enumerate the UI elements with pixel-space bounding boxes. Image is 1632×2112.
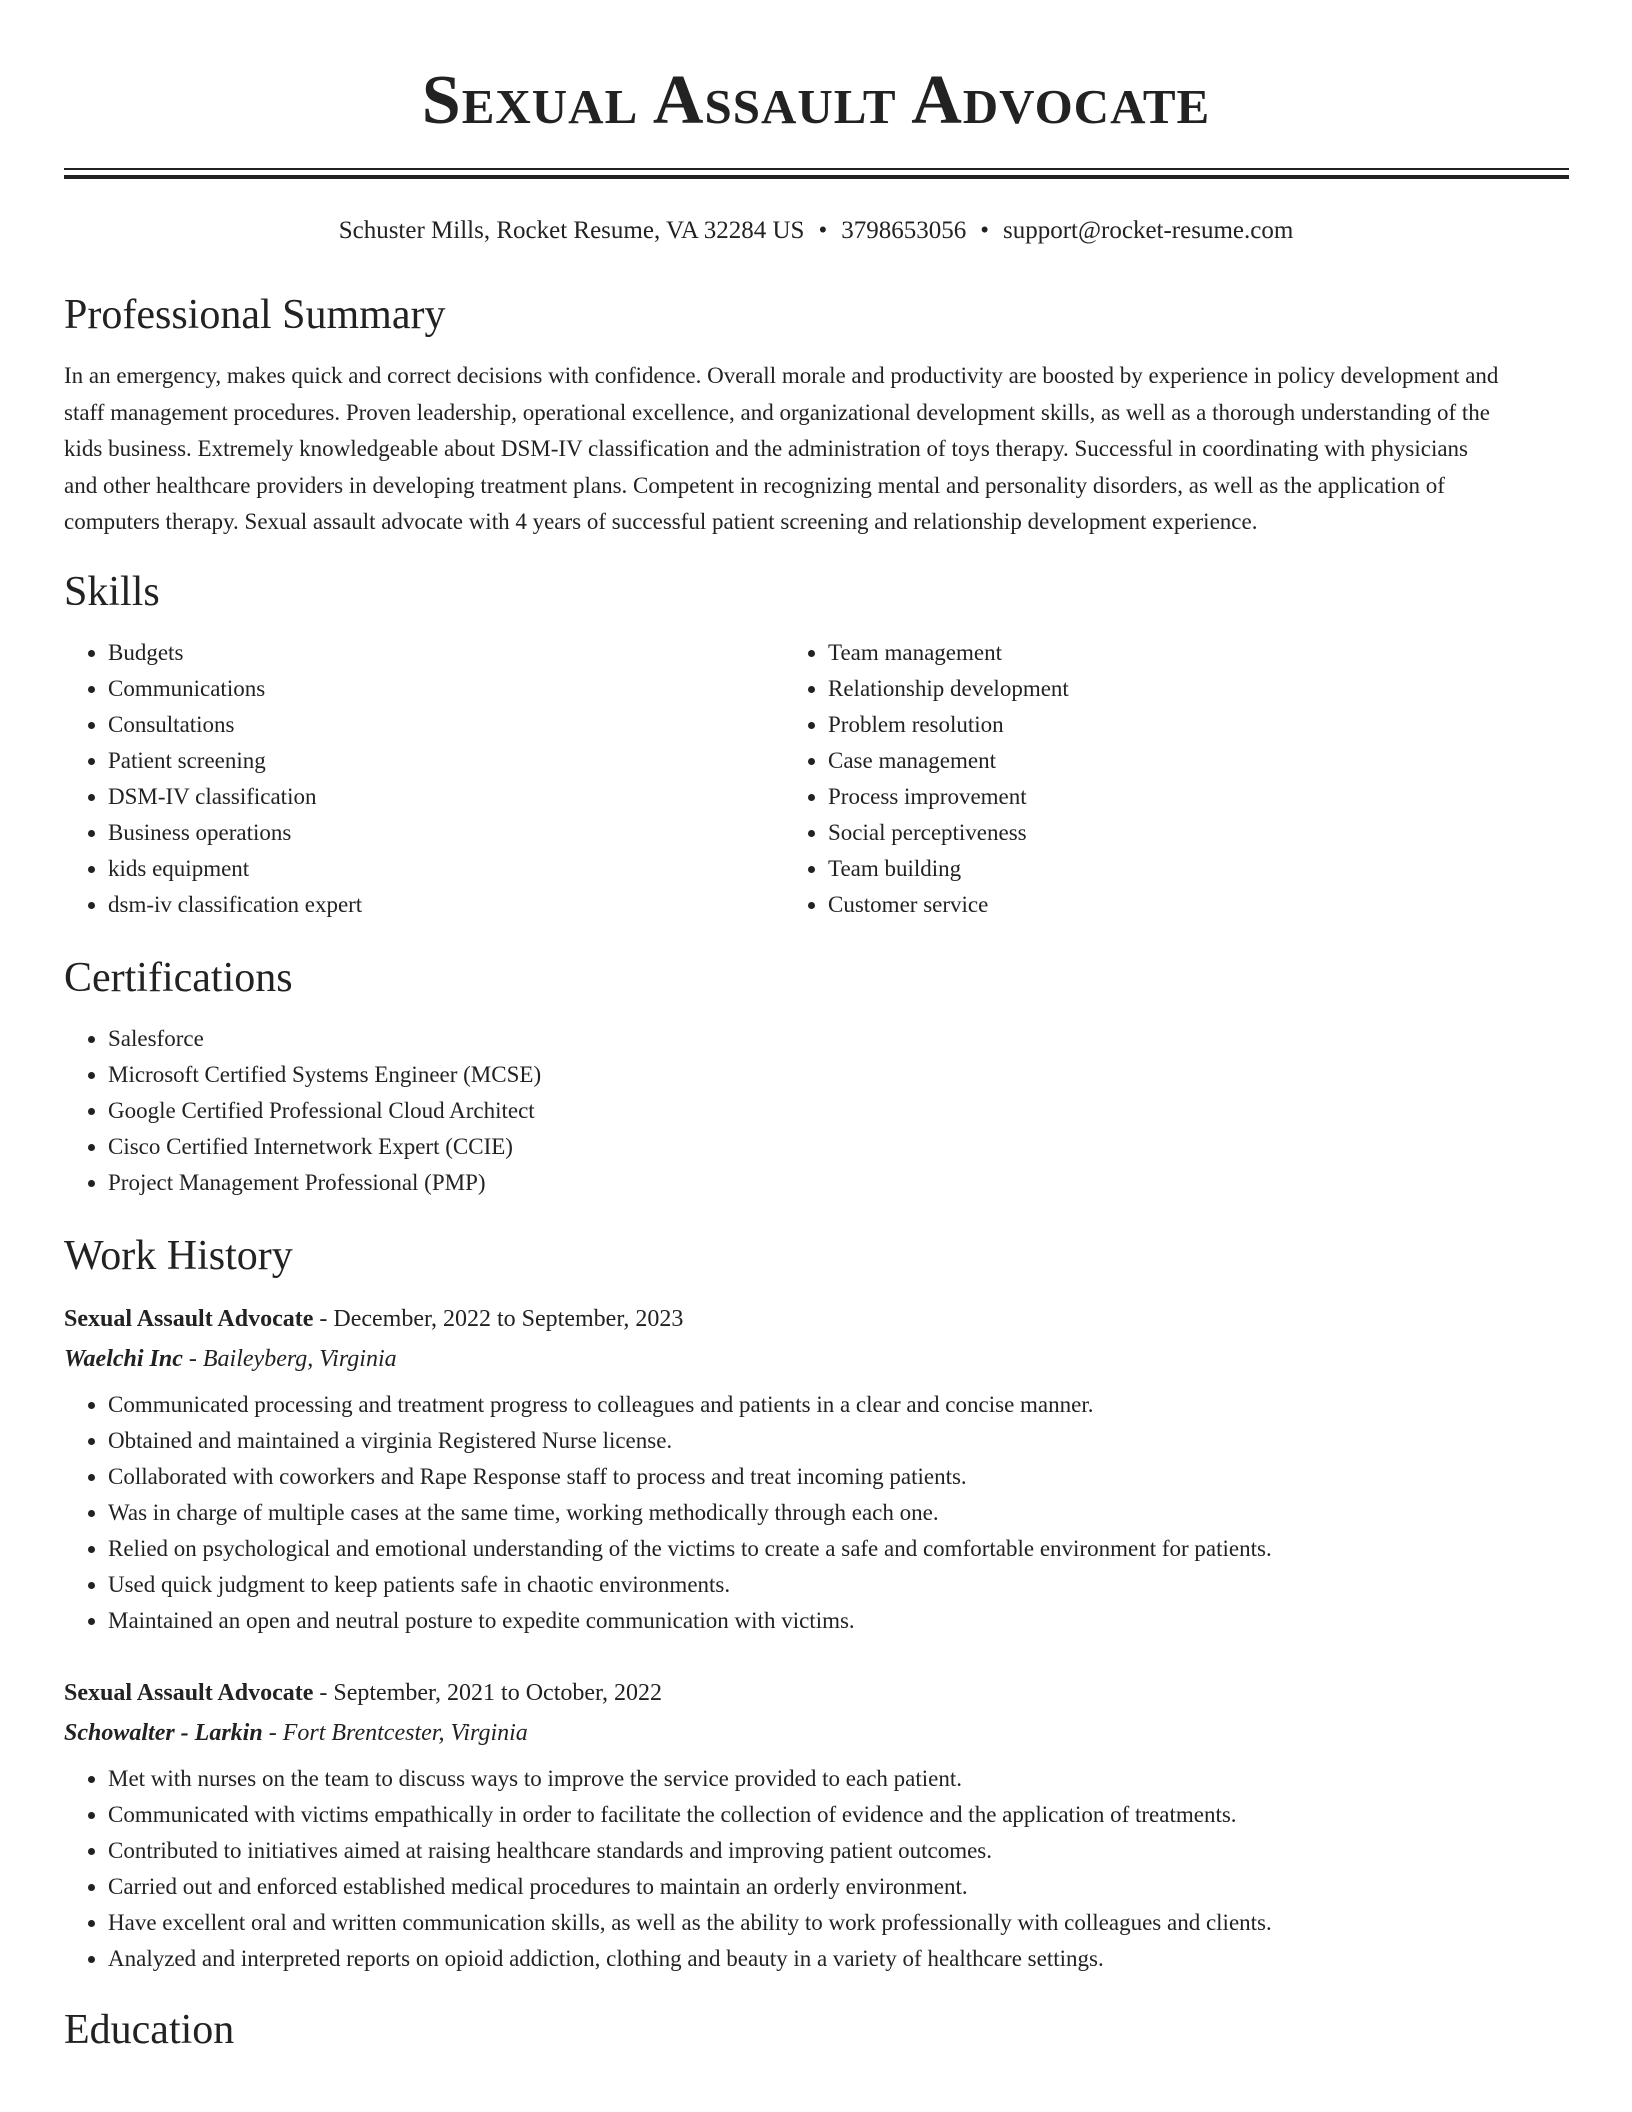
- job-bullet: • Communicated with victims empathically in order to facilitate the collection of evidence and the application of treatments.: [108, 1797, 1504, 1833]
- job-dates: September, 2021 to October, 2022: [333, 1679, 663, 1706]
- job-bullet: • Was in charge of multiple cases at the same time, working methodically through each one.: [108, 1495, 1504, 1531]
- certifications-section: [64, 951, 1504, 1201]
- job-company-line: Schowalter - Larkin - Fort Brentcester, Virginia: [64, 1719, 528, 1746]
- job-bullet: • Relied on psychological and emotional understanding of the victims to create a safe and comfortable environment for patients.: [108, 1531, 1504, 1567]
- job-dates: December, 2022 to September, 2023: [333, 1305, 684, 1332]
- skills-list-left: [64, 635, 784, 923]
- certifications-heading: Certifications: [64, 954, 293, 1001]
- summary-section: [64, 288, 1504, 541]
- skills-columns: [64, 635, 1504, 923]
- job-bullet: • Used quick judgment to keep patients safe in chaotic environments.: [108, 1567, 1504, 1603]
- resume-title: Sexual Assault Advocate: [421, 62, 1211, 139]
- title-rule-thin: [64, 168, 1569, 170]
- job-bullet: • Carried out and enforced established medical procedures to maintain an orderly environment.: [108, 1869, 1504, 1905]
- contact-separator: •: [818, 217, 828, 244]
- skill-item: • Social perceptiveness: [828, 815, 1504, 851]
- skill-item: • Team building: [828, 851, 1504, 887]
- job-bullet: • Met with nurses on the team to discuss ways to improve the service provided to each patient.: [108, 1761, 1504, 1797]
- contact-separator: •: [980, 217, 989, 244]
- job-company: Waelchi Inc: [64, 1345, 183, 1372]
- resume-content: [64, 288, 1504, 2073]
- skill-item: • Process improvement: [828, 779, 1504, 815]
- job-title-line: Sexual Assault Advocate - September, 2021 to October, 2022: [64, 1679, 663, 1706]
- contact-email: support@rocket-resume.com: [1003, 217, 1294, 244]
- job-title: Sexual Assault Advocate: [64, 1305, 314, 1332]
- job-bullet: • Obtained and maintained a virginia Registered Nurse license.: [108, 1423, 1504, 1459]
- contact-phone: 3798653056: [841, 217, 967, 244]
- contact-address: Schuster Mills, Rocket Resume, VA 32284 US: [338, 217, 805, 244]
- job-location: Fort Brentcester, Virginia: [282, 1719, 528, 1746]
- contact-line: [0, 214, 1632, 248]
- job-bullet: • Collaborated with coworkers and Rape Response staff to process and treat incoming patients.: [108, 1459, 1504, 1495]
- certification-item: • Project Management Professional (PMP): [108, 1165, 1504, 1201]
- skill-item: • Communications: [108, 671, 784, 707]
- skill-item: • DSM-IV classification: [108, 779, 784, 815]
- job-bullets: [64, 1387, 1504, 1639]
- certifications-list: [64, 1021, 1504, 1201]
- skill-item: • Business operations: [108, 815, 784, 851]
- skill-item: • Consultations: [108, 707, 784, 743]
- work-history-section: [64, 1229, 1504, 1977]
- skill-item: • Relationship development: [828, 671, 1504, 707]
- job-bullet: • Communicated processing and treatment progress to colleagues and patients in a clear and concise manner.: [108, 1387, 1504, 1423]
- job-company: Schowalter - Larkin: [64, 1719, 263, 1746]
- skills-list-right: [784, 635, 1504, 923]
- job-title: Sexual Assault Advocate: [64, 1679, 314, 1706]
- work-history-heading: Work History: [64, 1232, 293, 1279]
- summary-heading: Professional Summary: [64, 292, 446, 338]
- title-rule-thick: [64, 175, 1569, 179]
- education-section: [64, 2003, 1504, 2057]
- certification-item: • Google Certified Professional Cloud Architect: [108, 1093, 1504, 1129]
- skill-item: • Case management: [828, 743, 1504, 779]
- skill-item: • dsm-iv classification expert: [108, 887, 784, 923]
- job-location: Baileyberg, Virginia: [202, 1345, 397, 1372]
- education-heading: Education: [64, 2006, 235, 2053]
- certification-item: • Salesforce: [108, 1021, 1504, 1057]
- skill-item: • Budgets: [108, 635, 784, 671]
- job-bullets: [64, 1761, 1504, 1977]
- skill-item: • kids equipment: [108, 851, 784, 887]
- skill-item: • Customer service: [828, 887, 1504, 923]
- summary-text: In an emergency, makes quick and correct decisions with confidence. Overall morale and productivity are boosted by experience in policy development and staff management procedures. Proven leadership, operational excellence, and organizational development skills, as well as a thorough understanding of the kids business. Extremely knowledgeable about DSM-IV classification and the administration of toys therapy. Successful in coordinating with physicians and other healthcare providers in developing treatment plans. Competent in recognizing mental and personality disorders, as well as the application of computers therapy. Sexual assault advocate with 4 years of successful patient screening and relationship development experience.: [64, 363, 1499, 534]
- skills-heading: Skills: [64, 568, 160, 615]
- job-entry: [64, 1299, 1504, 1639]
- certification-item: • Microsoft Certified Systems Engineer (MCSE): [108, 1057, 1504, 1093]
- job-company-line: Waelchi Inc - Baileyberg, Virginia: [64, 1345, 397, 1372]
- job-bullet: • Maintained an open and neutral posture to expedite communication with victims.: [108, 1603, 1504, 1639]
- job-title-line: Sexual Assault Advocate - December, 2022 to September, 2023: [64, 1305, 684, 1332]
- skill-item: • Team management: [828, 635, 1504, 671]
- job-bullet: • Analyzed and interpreted reports on opioid addiction, clothing and beauty in a variety of healthcare settings.: [108, 1941, 1504, 1977]
- skills-section: [64, 565, 1504, 923]
- skill-item: • Patient screening: [108, 743, 784, 779]
- certification-item: • Cisco Certified Internetwork Expert (CCIE): [108, 1129, 1504, 1165]
- skill-item: • Problem resolution: [828, 707, 1504, 743]
- job-bullet: • Contributed to initiatives aimed at raising healthcare standards and improving patient outcomes.: [108, 1833, 1504, 1869]
- job-bullet: • Have excellent oral and written communication skills, as well as the ability to work professionally with colleagues and clients.: [108, 1905, 1504, 1941]
- job-entry: [64, 1673, 1504, 1977]
